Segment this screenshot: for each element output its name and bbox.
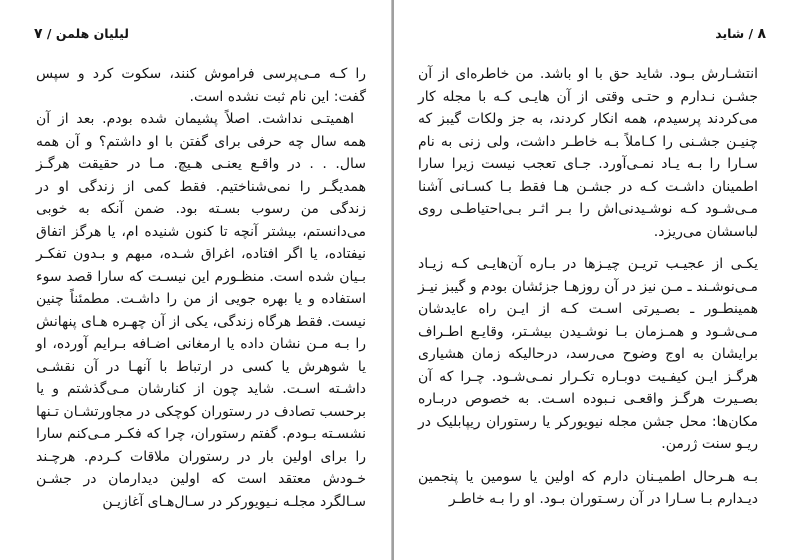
right-page-body bbox=[418, 63, 758, 511]
left-page-separator: / bbox=[46, 26, 52, 41]
left-page-header bbox=[34, 26, 129, 42]
right-page-separator: / bbox=[748, 26, 754, 41]
right-page-header bbox=[715, 26, 766, 42]
left-page-number: ۷ bbox=[34, 26, 43, 42]
right-paragraph-1: انتشـارش بـود. شاید حق با او باشد. من خاطره‌ای از آن جشـن نـدارم و حتـی وقتی از آن هایـی کـه با مجله کار می‌کردند پرسیدم، همه انکار کردند، به جز ولکات گیبز که چنیـن جشـنی را کـاملاً بـه خاطـر داشت، ولی زنی به نام سـارا را بـه یـاد نمـی‌آورد. جـای تعجب نیست زیرا سارا اطمینان داشـت کـه در جشـن هـا فقط بـا کسـانی آشنا مـی‌شـود کـه نوشـیدنی‌اش را بـر اثـر بـی‌احتیاطـی روی لباسشان می‌ریزد. bbox=[418, 66, 758, 240]
left-page bbox=[0, 0, 392, 560]
left-paragraph-1: را کـه مـی‌پرسی فراموش کنند، سکوت کرد و سپس گفت: این نام ثبت نشده است. bbox=[36, 66, 366, 105]
right-page bbox=[394, 0, 786, 560]
right-page-title: شاید bbox=[715, 26, 745, 41]
left-page-title: لیلیان هلمن bbox=[55, 26, 129, 41]
right-paragraph-3: بـه هـرحال اطمیـنان دارم که اولین یا سومین یا پنجمین دیـدارم بـا سـارا در آن رسـتوران بـود. او را بـه خاطـر bbox=[418, 468, 758, 507]
right-page-number: ۸ bbox=[757, 26, 766, 42]
left-page-body bbox=[36, 63, 366, 513]
left-paragraph-2: اهمیتـی نداشت. اصلاً پشیمان شده بودم. بعد از آن همه سال چه حرفی برای گفتن با او داشتم؟ و آن همه سال. . . در واقـع یعنـی هـیچ. مـا در حقیقت هرگـز همدیگـر را نمی‌شناختیم. فقط کمی از زندگی او در زندگی من رسوب بسـته بود. ضمن آنکه به خوبی می‌دانستم، بیشتر آنچه تا کنون شنیده ام، یا هرگز اتفاق نیفتاده، یا اگر افتاده، اغراق شـده، مبهم و بـدون تفکـر بـیان شده است. منظـورم این نیسـت که سارا قصد سوء استفاده و یا بهره جویی از من را داشـت. مطمئناً چنین نیست. فقط هرگاه زندگی، یکی از آن چهـره هـای پنهانش را بـه مـن نشان داده یا ارمغانی اضـافه بـرایم آورده، او یا شوهرش یا کسی در ارتباط با آنهـا در آن نقشـی داشـته اسـت. شاید چون از کنارشان مـی‌گذشتم و یا برحسب تصادف در رستوران کوچکی در مجاورتشـان تـنها نشسـته بـودم. گفتم رستوران، چرا که فکـر مـی‌کنم سارا را برای اولین بار در رستوران ملاقات کـردم. هرچـند خـودش معتقد است که اولین دیدارمان در جشـن سـالگرد مجلـه نـیویورکر در سـال‌هـای آغازیـن bbox=[36, 111, 366, 510]
right-paragraph-2: یکـی از عجیـب تریـن چیـزها در بـاره آن‌هایـی کـه زیـاد مـی‌نوشـند ـ مـن نیز در آن روزهـا جزئشان بودم و گیبز نیـز همینطـور ـ بصـیرتی اسـت کـه از ایـن راه عایدشان مـی‌شـود و همـزمان بـا نوشـیدن بیشـتر، وقایـع اطـراف برایشان به اوج وضوح می‌رسد، درحالیکه زمان هشیاری هرگـز ایـن کیفـیت دوبـاره تکـرار نمـی‌شـود. چـرا که آن بصـیرت هرگـز واقعـی نـبوده اسـت. به خصوص دربـاره مکان‌ها: محل جشن مجله نیویورکر یا رستوران ریپابلیک در ریـو سنت ژرمن. bbox=[418, 256, 758, 452]
